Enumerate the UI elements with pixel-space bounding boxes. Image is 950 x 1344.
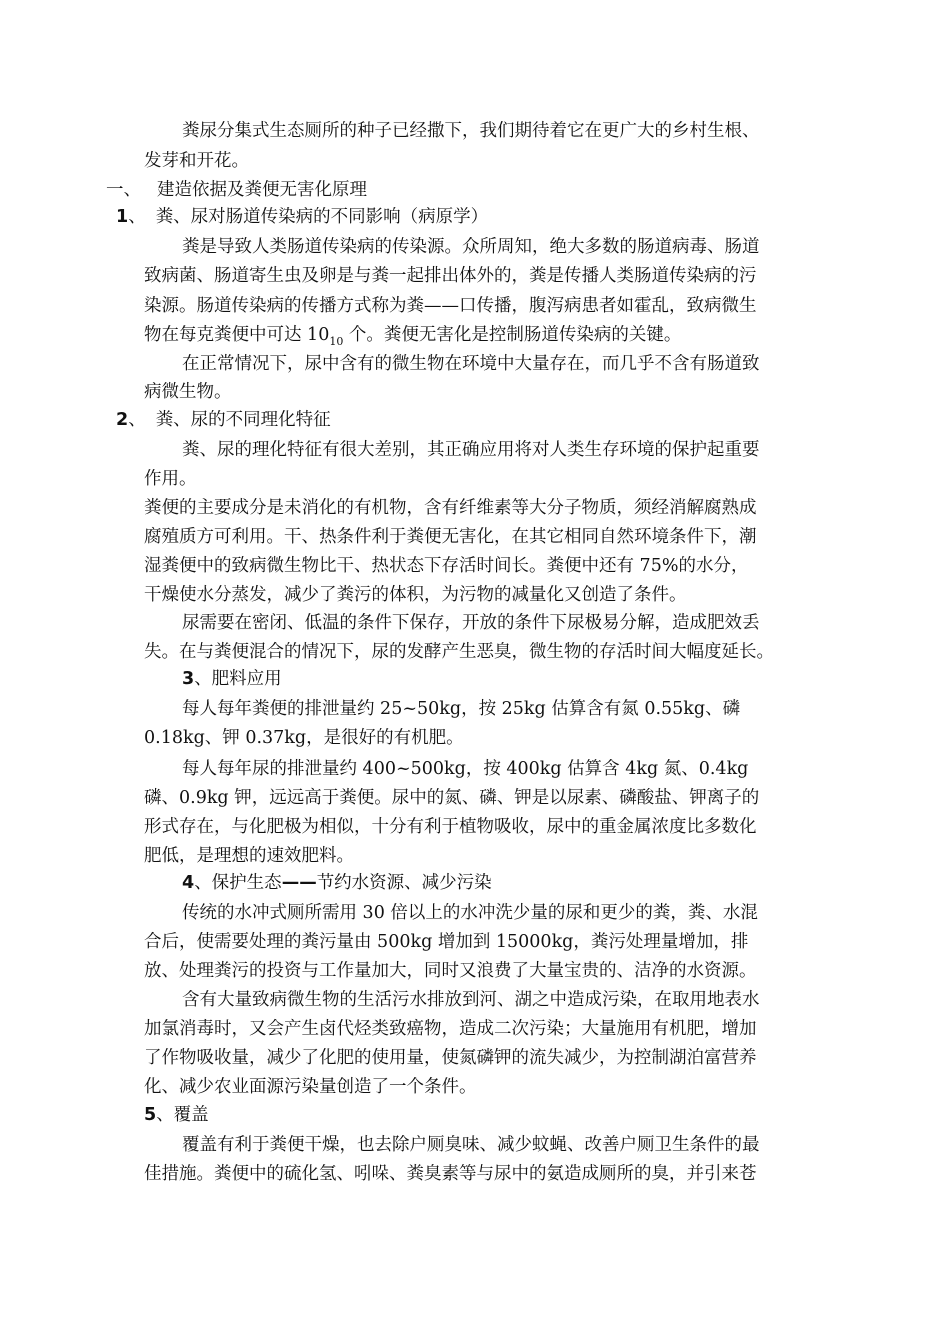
p1-line-3: 染源。肠道传染病的传播方式称为粪——口传播，腹泻病患者如霍乱，致病微生 [144,296,757,316]
section-1-title: 建造依据及粪便无害化原理 [157,180,367,200]
p5-line-2: 失。在与粪便混合的情况下，尿的发酵产生恶臭，微生物的存活时间大幅度延长。 [144,642,774,662]
subsection-1-separator: 、 [128,207,146,227]
p1-line-4 [144,324,681,353]
p9-line-1: 含有大量致病微生物的生活污水排放到河、湖之中造成污染，在取用地表水 [182,990,760,1010]
p2-line-1: 在正常情况下，尿中含有的微生物在环境中大量存在，而几乎不含有肠道致 [182,354,760,374]
p6-line-2: 0.18kg、钾 0.37kg，是很好的有机肥。 [144,728,464,748]
p8-line-2: 合后，使需要处理的粪污量由 500kg 增加到 15000kg，粪污处理量增加，排 [144,932,749,952]
subsection-1-title: 粪、尿对肠道传染病的不同影响（病原学） [155,207,489,227]
intro-line-1: 粪尿分集式生态厕所的种子已经撒下，我们期待着它在更广大的乡村生根、 [182,121,760,141]
section-1-heading [106,179,367,201]
subsection-4-number: 4 [182,873,195,893]
subsection-5-number: 5 [144,1105,157,1125]
subsection-1-heading [116,206,488,228]
subsection-4-title-b: 节约水资源、减少污染 [316,873,492,893]
p7-line-1: 每人每年尿的排泄量约 400~500kg，按 400kg 估算含 4kg 氮、0.4kg [182,759,749,779]
p1-line-1: 粪是导致人类肠道传染病的传染源。众所周知，绝大多数的肠道病毒、肠道 [182,237,760,257]
subsection-4-dash: —— [281,873,317,893]
subsection-2-separator: 、 [128,410,146,430]
p3-line-2: 作用。 [144,469,197,489]
subsection-2-title: 粪、尿的不同理化特征 [155,410,331,430]
p4-line-2: 腐殖质方可利用。干、热条件利于粪便无害化，在其它相同自然环境条件下，潮 [144,527,757,547]
section-1-number: 一、 [106,180,141,200]
subsection-3-title: 、肥料应用 [194,669,282,689]
p6-line-1: 每人每年粪便的排泄量约 25~50kg，按 25kg 估算含有氮 0.55kg、磷 [182,699,741,719]
p3-line-1: 粪、尿的理化特征有很大差别，其正确应用将对人类生存环境的保护起重要 [182,440,760,460]
p10-line-1: 覆盖有利于粪便干燥，也去除户厕臭味、减少蚊蝇、改善户厕卫生条件的最 [182,1135,760,1155]
p4-line-3: 湿粪便中的致病微生物比干、热状态下存活时间长。粪便中还有 75%的水分， [144,556,749,576]
subsection-5-title: 、覆盖 [156,1105,209,1125]
subsection-4-title-a: 、保护生态 [194,873,282,893]
p1-line-2: 致病菌、肠道寄生虫及卵是与粪一起排出体外的，粪是传播人类肠道传染病的污 [144,266,757,286]
p1-line-4-text-a: 物在每克粪便中可达 10 [144,325,330,345]
p9-line-3: 了作物吸收量，减少了化肥的使用量，使氮磷钾的流失减少，为控制湖泊富营养 [144,1048,757,1068]
subsection-4-heading [182,872,492,894]
p9-line-2: 加氯消毒时，又会产生卤代烃类致癌物，造成二次污染；大量施用有机肥，增加 [144,1019,757,1039]
p1-line-4-text-b: 个。粪便无害化是控制肠道传染病的关键。 [343,325,682,345]
intro-line-2: 发芽和开花。 [144,151,249,171]
p8-line-3: 放、处理粪污的投资与工作量加大，同时又浪费了大量宝贵的、洁净的水资源。 [144,961,757,981]
p10-line-2: 佳措施。粪便中的硫化氢、吲哚、粪臭素等与尿中的氨造成厕所的臭，并引来苍 [144,1164,757,1184]
p7-line-3: 形式存在，与化肥极为相似，十分有利于植物吸收，尿中的重金属浓度比多数化 [144,817,757,837]
p1-exponent: 10 [329,335,344,348]
p7-line-2: 磷、0.9kg 钾，远远高于粪便。尿中的氮、磷、钾是以尿素、磷酸盐、钾离子的 [144,788,760,808]
p4-line-4: 干燥使水分蒸发，减少了粪污的体积，为污物的减量化又创造了条件。 [144,585,687,605]
subsection-3-number: 3 [182,669,195,689]
p7-line-4: 肥低，是理想的速效肥料。 [144,846,354,866]
subsection-2-heading [116,409,331,431]
p8-line-1: 传统的水冲式厕所需用 30 倍以上的水冲洗少量的尿和更少的粪，粪、水混 [182,903,758,923]
p5-line-1: 尿需要在密闭、低温的条件下保存，开放的条件下尿极易分解，造成肥效丢 [182,613,760,633]
subsection-2-number: 2 [116,410,129,430]
subsection-5-heading [144,1104,209,1126]
subsection-1-number: 1 [116,207,129,227]
p9-line-4: 化、减少农业面源污染量创造了一个条件。 [144,1077,477,1097]
p4-line-1: 粪便的主要成分是未消化的有机物，含有纤维素等大分子物质，须经消解腐熟成 [144,498,757,518]
subsection-3-heading [182,668,282,690]
p2-line-2: 病微生物。 [144,382,232,402]
